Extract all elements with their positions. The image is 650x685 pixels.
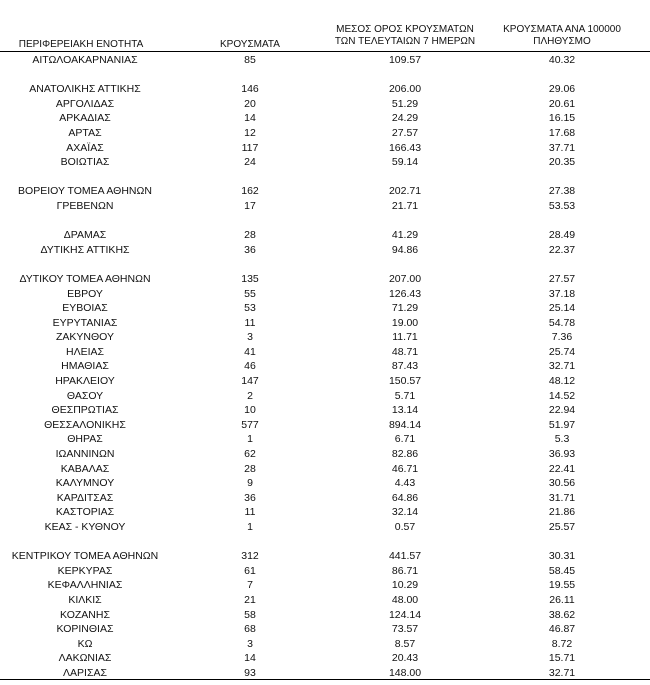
table-row bbox=[0, 505, 650, 520]
cases-cell: 3 bbox=[247, 637, 253, 650]
per100k-cell: 20.61 bbox=[548, 97, 576, 110]
region-cell: ΚΟΡΙΝΘΙΑΣ bbox=[56, 623, 114, 636]
region-cell: ΒΟΙΩΤΙΑΣ bbox=[60, 156, 110, 169]
region-cell: ΚΕΦΑΛΛΗΝΙΑΣ bbox=[47, 579, 123, 592]
table-spacer-row bbox=[0, 68, 650, 83]
cases-cell: 36 bbox=[244, 243, 256, 256]
cases-cell: 17 bbox=[244, 199, 256, 212]
cases-cell: 24 bbox=[244, 156, 256, 169]
table-row bbox=[0, 184, 650, 199]
per100k-cell: 38.62 bbox=[548, 608, 576, 621]
avg-cell: 5.71 bbox=[394, 389, 416, 402]
cases-cell: 21 bbox=[244, 593, 256, 606]
table-row bbox=[0, 53, 650, 68]
header-per100k-line2: ΠΛΗΘΥΣΜΟ bbox=[533, 36, 591, 47]
region-cell: ΘΑΣΟΥ bbox=[66, 389, 104, 402]
table-row bbox=[0, 447, 650, 462]
per100k-cell: 28.49 bbox=[548, 229, 576, 242]
region-cell: ΚΩ bbox=[77, 637, 93, 650]
cases-cell: 85 bbox=[244, 54, 256, 66]
table-spacer-row bbox=[0, 214, 650, 229]
per100k-cell: 29.06 bbox=[548, 83, 576, 96]
region-cell: ΑΝΑΤΟΛΙΚΗΣ ΑΤΤΙΚΗΣ bbox=[29, 83, 141, 96]
per100k-cell: 19.55 bbox=[548, 579, 576, 592]
table-row bbox=[0, 403, 650, 418]
avg-cell: 206.00 bbox=[388, 83, 422, 96]
cases-cell: 28 bbox=[244, 229, 256, 242]
header-divider bbox=[0, 51, 650, 52]
avg-cell: 202.71 bbox=[388, 185, 422, 198]
avg-cell: 59.14 bbox=[391, 156, 419, 169]
region-cell: ΕΥΒΟΙΑΣ bbox=[62, 302, 108, 315]
cases-cell: 577 bbox=[241, 418, 259, 431]
cases-cell: 147 bbox=[241, 375, 259, 388]
table-row bbox=[0, 491, 650, 506]
per100k-cell: 22.94 bbox=[548, 404, 576, 417]
table-spacer-row bbox=[0, 170, 650, 185]
avg-cell: 94.86 bbox=[391, 243, 419, 256]
region-cell: ΗΛΕΙΑΣ bbox=[65, 345, 104, 358]
table-row bbox=[0, 330, 650, 345]
cases-cell: 36 bbox=[244, 491, 256, 504]
cases-cell: 12 bbox=[244, 126, 256, 139]
avg-cell: 19.00 bbox=[391, 316, 419, 329]
region-cell: ΚΑΣΤΟΡΙΑΣ bbox=[55, 506, 115, 519]
table-row bbox=[0, 637, 650, 652]
avg-cell: 126.43 bbox=[388, 287, 422, 300]
per100k-cell: 58.45 bbox=[548, 564, 576, 577]
cases-cell: 11 bbox=[244, 506, 256, 519]
table-row bbox=[0, 111, 650, 126]
region-cell: ΑΡΤΑΣ bbox=[68, 126, 102, 139]
region-cell: ΑΧΑΪΑΣ bbox=[66, 141, 104, 154]
per100k-cell: 51.97 bbox=[548, 418, 576, 431]
avg-cell: 6.71 bbox=[394, 433, 416, 446]
region-cell: ΔΡΑΜΑΣ bbox=[63, 229, 107, 242]
cases-cell: 7 bbox=[247, 579, 253, 592]
region-cell: ΚΟΖΑΝΗΣ bbox=[60, 608, 110, 621]
table-bottom-divider bbox=[0, 679, 650, 680]
per100k-cell: 14.52 bbox=[548, 389, 576, 402]
cases-cell: 68 bbox=[244, 623, 256, 636]
per100k-cell: 30.31 bbox=[548, 550, 576, 563]
table-row bbox=[0, 418, 650, 433]
region-cell: ΗΜΑΘΙΑΣ bbox=[61, 360, 109, 373]
table-row bbox=[0, 578, 650, 593]
per100k-cell: 36.93 bbox=[548, 448, 576, 461]
per100k-cell: 37.18 bbox=[548, 287, 576, 300]
per100k-cell: 22.41 bbox=[548, 462, 576, 475]
cases-cell: 1 bbox=[247, 433, 253, 446]
region-cell: ΚΑΡΔΙΤΣΑΣ bbox=[56, 491, 114, 504]
table-row bbox=[0, 82, 650, 97]
avg-cell: 0.57 bbox=[394, 521, 416, 533]
per100k-cell: 21.86 bbox=[548, 506, 576, 519]
table-row bbox=[0, 432, 650, 447]
per100k-cell: 26.11 bbox=[549, 593, 575, 606]
avg-cell: 64.86 bbox=[391, 491, 419, 504]
avg-cell: 71.29 bbox=[391, 302, 419, 315]
per100k-cell: 48.12 bbox=[548, 375, 576, 388]
cases-cell: 20 bbox=[244, 97, 256, 110]
header-cases bbox=[205, 39, 295, 51]
table-spacer-row bbox=[0, 257, 650, 272]
per100k-cell: 25.57 bbox=[548, 521, 576, 533]
table-row bbox=[0, 243, 650, 258]
per100k-cell: 30.56 bbox=[548, 477, 576, 490]
avg-cell: 20.43 bbox=[391, 652, 419, 665]
header-region bbox=[0, 39, 162, 51]
table-row bbox=[0, 374, 650, 389]
cases-cell: 10 bbox=[244, 404, 256, 417]
cases-cell: 1 bbox=[247, 521, 253, 533]
cases-cell: 3 bbox=[247, 331, 253, 344]
cases-cell: 62 bbox=[244, 448, 256, 461]
avg-cell: 32.14 bbox=[391, 506, 419, 519]
per100k-cell: 25.74 bbox=[548, 345, 576, 358]
per100k-cell: 53.53 bbox=[548, 199, 576, 212]
cases-cell: 11 bbox=[244, 316, 256, 329]
region-cell: ΛΑΚΩΝΙΑΣ bbox=[58, 652, 112, 665]
region-cell: ΑΡΓΟΛΙΔΑΣ bbox=[55, 97, 115, 110]
avg-cell: 24.29 bbox=[391, 112, 419, 125]
region-cell: ΚΕΝΤΡΙΚΟΥ ΤΟΜΕΑ ΑΘΗΝΩΝ bbox=[11, 550, 159, 563]
avg-cell: 48.71 bbox=[391, 345, 419, 358]
cases-cell: 312 bbox=[241, 550, 259, 563]
region-cell: ΚΕΡΚΥΡΑΣ bbox=[57, 564, 113, 577]
table-row bbox=[0, 564, 650, 579]
table-row bbox=[0, 593, 650, 608]
cases-cell: 14 bbox=[244, 112, 256, 125]
per100k-cell: 7.36 bbox=[551, 331, 573, 344]
per100k-cell: 32.71 bbox=[548, 666, 576, 679]
header-avg-line2: ΤΩΝ ΤΕΛΕΥΤΑΙΩΝ 7 ΗΜΕΡΩΝ bbox=[334, 36, 476, 47]
region-cell: ΒΟΡΕΙΟΥ ΤΟΜΕΑ ΑΘΗΝΩΝ bbox=[18, 185, 152, 198]
cases-cell: 162 bbox=[241, 185, 259, 198]
per100k-cell: 40.32 bbox=[548, 54, 576, 66]
region-cell: ΔΥΤΙΚΗΣ ΑΤΤΙΚΗΣ bbox=[40, 243, 130, 256]
table-row bbox=[0, 651, 650, 666]
avg-cell: 10.29 bbox=[391, 579, 419, 592]
per100k-cell: 27.57 bbox=[548, 272, 576, 285]
table-row bbox=[0, 316, 650, 331]
cases-cell: 55 bbox=[244, 287, 256, 300]
avg-cell: 82.86 bbox=[391, 448, 419, 461]
table-row bbox=[0, 520, 650, 535]
region-cell: ΕΥΡΥΤΑΝΙΑΣ bbox=[52, 316, 118, 329]
header-cases-label: ΚΡΟΥΣΜΑΤΑ bbox=[220, 39, 280, 50]
table-row bbox=[0, 141, 650, 156]
region-cell: ΚΑΒΑΛΑΣ bbox=[60, 462, 110, 475]
cases-cell: 2 bbox=[247, 389, 253, 402]
avg-cell: 27.57 bbox=[391, 126, 419, 139]
avg-cell: 109.57 bbox=[388, 54, 422, 66]
region-cell: ΘΕΣΣΑΛΟΝΙΚΗΣ bbox=[44, 418, 126, 431]
per100k-cell: 25.14 bbox=[548, 302, 576, 315]
region-cell: ΘΕΣΠΡΩΤΙΑΣ bbox=[51, 404, 119, 417]
per100k-cell: 31.71 bbox=[548, 491, 576, 504]
table-row bbox=[0, 622, 650, 637]
avg-cell: 86.71 bbox=[391, 564, 419, 577]
table-row bbox=[0, 199, 650, 214]
header-region-label: ΠΕΡΙΦΕΡΕΙΑΚΗ ΕΝΟΤΗΤΑ bbox=[18, 39, 144, 50]
table-row bbox=[0, 476, 650, 491]
region-cell: ΑΡΚΑΔΙΑΣ bbox=[59, 112, 111, 125]
region-cell: ΛΑΡΙΣΑΣ bbox=[63, 666, 107, 679]
per100k-cell: 17.68 bbox=[548, 126, 576, 139]
avg-cell: 51.29 bbox=[391, 97, 419, 110]
header-per100k-line1: ΚΡΟΥΣΜΑΤΑ ΑΝΑ 100000 bbox=[503, 24, 621, 35]
per100k-cell: 27.38 bbox=[548, 185, 576, 198]
header-avg-line1: ΜΕΣΟΣ ΟΡΟΣ ΚΡΟΥΣΜΑΤΩΝ bbox=[336, 24, 474, 35]
per100k-cell: 32.71 bbox=[548, 360, 576, 373]
region-cell: ΙΩΑΝΝΙΝΩΝ bbox=[55, 448, 115, 461]
table-row bbox=[0, 359, 650, 374]
region-cell: ΖΑΚΥΝΘΟΥ bbox=[55, 331, 114, 344]
region-cell: ΘΗΡΑΣ bbox=[67, 433, 103, 446]
cases-cell: 61 bbox=[244, 564, 256, 577]
table-row bbox=[0, 155, 650, 170]
header-avg bbox=[330, 24, 480, 48]
region-cell: ΗΡΑΚΛΕΙΟΥ bbox=[55, 375, 115, 388]
table-row bbox=[0, 228, 650, 243]
region-cell: ΚΑΛΥΜΝΟΥ bbox=[55, 477, 115, 490]
header-per100k bbox=[492, 24, 632, 48]
avg-cell: 41.29 bbox=[391, 229, 419, 242]
cases-cell: 146 bbox=[241, 83, 259, 96]
cases-cell: 117 bbox=[241, 141, 259, 154]
region-cell: ΚΕΑΣ - ΚΥΘΝΟΥ bbox=[44, 521, 126, 533]
avg-cell: 124.14 bbox=[388, 608, 422, 621]
per100k-cell: 54.78 bbox=[548, 316, 576, 329]
region-cell: ΑΙΤΩΛΟΑΚΑΡΝΑΝΙΑΣ bbox=[32, 54, 138, 66]
cases-cell: 135 bbox=[241, 272, 259, 285]
avg-cell: 4.43 bbox=[394, 477, 416, 490]
table-row bbox=[0, 272, 650, 287]
table-row bbox=[0, 462, 650, 477]
cases-cell: 9 bbox=[247, 477, 253, 490]
region-cell: ΓΡΕΒΕΝΩΝ bbox=[56, 199, 114, 212]
per100k-cell: 37.71 bbox=[548, 141, 576, 154]
cases-cell: 58 bbox=[244, 608, 256, 621]
table-row bbox=[0, 345, 650, 360]
avg-cell: 87.43 bbox=[391, 360, 419, 373]
per100k-cell: 20.35 bbox=[548, 156, 576, 169]
avg-cell: 46.71 bbox=[391, 462, 419, 475]
region-cell: ΚΙΛΚΙΣ bbox=[68, 593, 102, 606]
table-row bbox=[0, 301, 650, 316]
table-body bbox=[0, 53, 650, 681]
cases-cell: 28 bbox=[244, 462, 256, 475]
region-cell: ΕΒΡΟΥ bbox=[67, 287, 103, 300]
table-row bbox=[0, 287, 650, 302]
cases-cell: 53 bbox=[244, 302, 256, 315]
avg-cell: 21.71 bbox=[391, 199, 419, 212]
avg-cell: 207.00 bbox=[388, 272, 422, 285]
per100k-cell: 22.37 bbox=[548, 243, 576, 256]
table-row bbox=[0, 549, 650, 564]
cases-cell: 14 bbox=[244, 652, 256, 665]
per100k-cell: 16.15 bbox=[548, 112, 576, 125]
avg-cell: 73.57 bbox=[391, 623, 419, 636]
per100k-cell: 8.72 bbox=[551, 637, 573, 650]
avg-cell: 894.14 bbox=[388, 418, 422, 431]
cases-cell: 93 bbox=[244, 666, 256, 679]
per100k-cell: 5.3 bbox=[554, 433, 570, 446]
cases-cell: 41 bbox=[244, 345, 256, 358]
table-spacer-row bbox=[0, 535, 650, 550]
avg-cell: 150.57 bbox=[388, 375, 422, 388]
table-row bbox=[0, 608, 650, 623]
avg-cell: 48.00 bbox=[391, 593, 419, 606]
per100k-cell: 15.71 bbox=[548, 652, 576, 665]
table-row bbox=[0, 97, 650, 112]
cases-cell: 46 bbox=[244, 360, 256, 373]
avg-cell: 8.57 bbox=[394, 637, 416, 650]
avg-cell: 441.57 bbox=[388, 550, 422, 563]
avg-cell: 11.71 bbox=[392, 331, 418, 344]
region-cell: ΔΥΤΙΚΟΥ ΤΟΜΕΑ ΑΘΗΝΩΝ bbox=[19, 272, 151, 285]
avg-cell: 13.14 bbox=[391, 404, 419, 417]
table-row bbox=[0, 126, 650, 141]
avg-cell: 166.43 bbox=[388, 141, 422, 154]
table-row bbox=[0, 389, 650, 404]
per100k-cell: 46.87 bbox=[548, 623, 576, 636]
avg-cell: 148.00 bbox=[388, 666, 422, 679]
